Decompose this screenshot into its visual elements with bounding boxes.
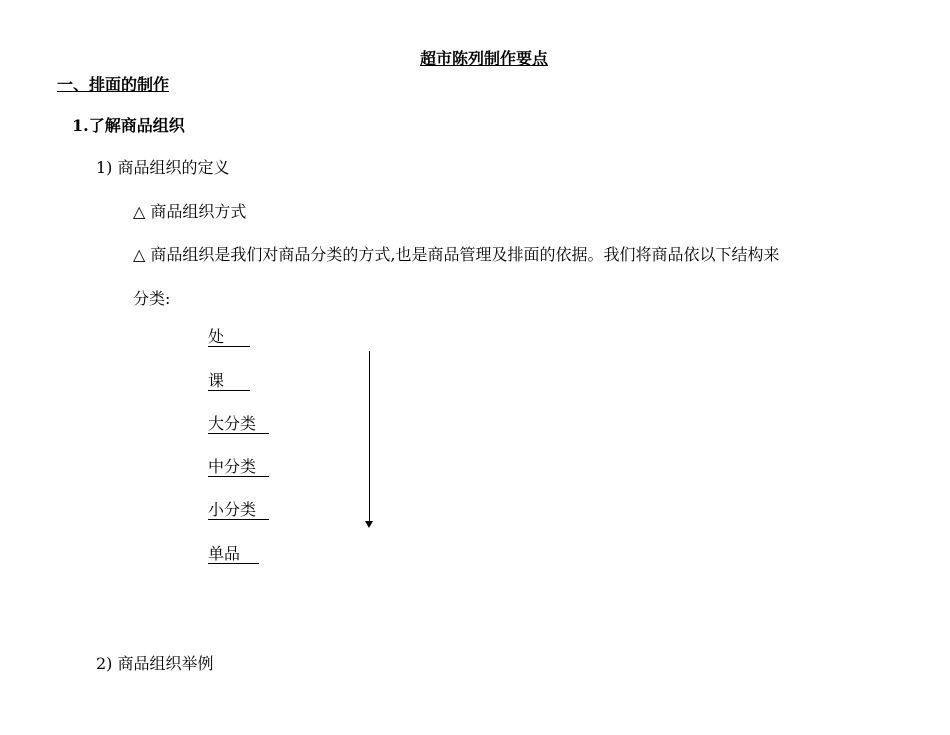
- hierarchy-level: 单品: [208, 545, 259, 564]
- arrow-down-icon: [365, 521, 373, 528]
- subsection-heading: 1.了解商品组织: [72, 116, 185, 135]
- hierarchy-level: 中分类: [208, 458, 269, 477]
- item-heading-example: 2) 商品组织举例: [96, 654, 214, 673]
- section-heading: 一、排面的制作: [57, 75, 170, 94]
- hierarchy-level: 处: [208, 328, 250, 347]
- bullet-line: △ 商品组织方式: [133, 202, 247, 221]
- hierarchy-level: 大分类: [208, 415, 269, 434]
- hierarchy-arrow-line: [369, 351, 370, 521]
- hierarchy-level: 小分类: [208, 501, 269, 520]
- bullet-line: △ 商品组织是我们对商品分类的方式,也是商品管理及排面的依据。我们将商品依以下结构来: [133, 245, 780, 264]
- document-title: 超市陈列制作要点: [419, 49, 548, 68]
- bullet-continuation: 分类:: [133, 289, 171, 308]
- item-heading-definition: 1) 商品组织的定义: [96, 158, 230, 177]
- hierarchy-level: 课: [208, 372, 250, 391]
